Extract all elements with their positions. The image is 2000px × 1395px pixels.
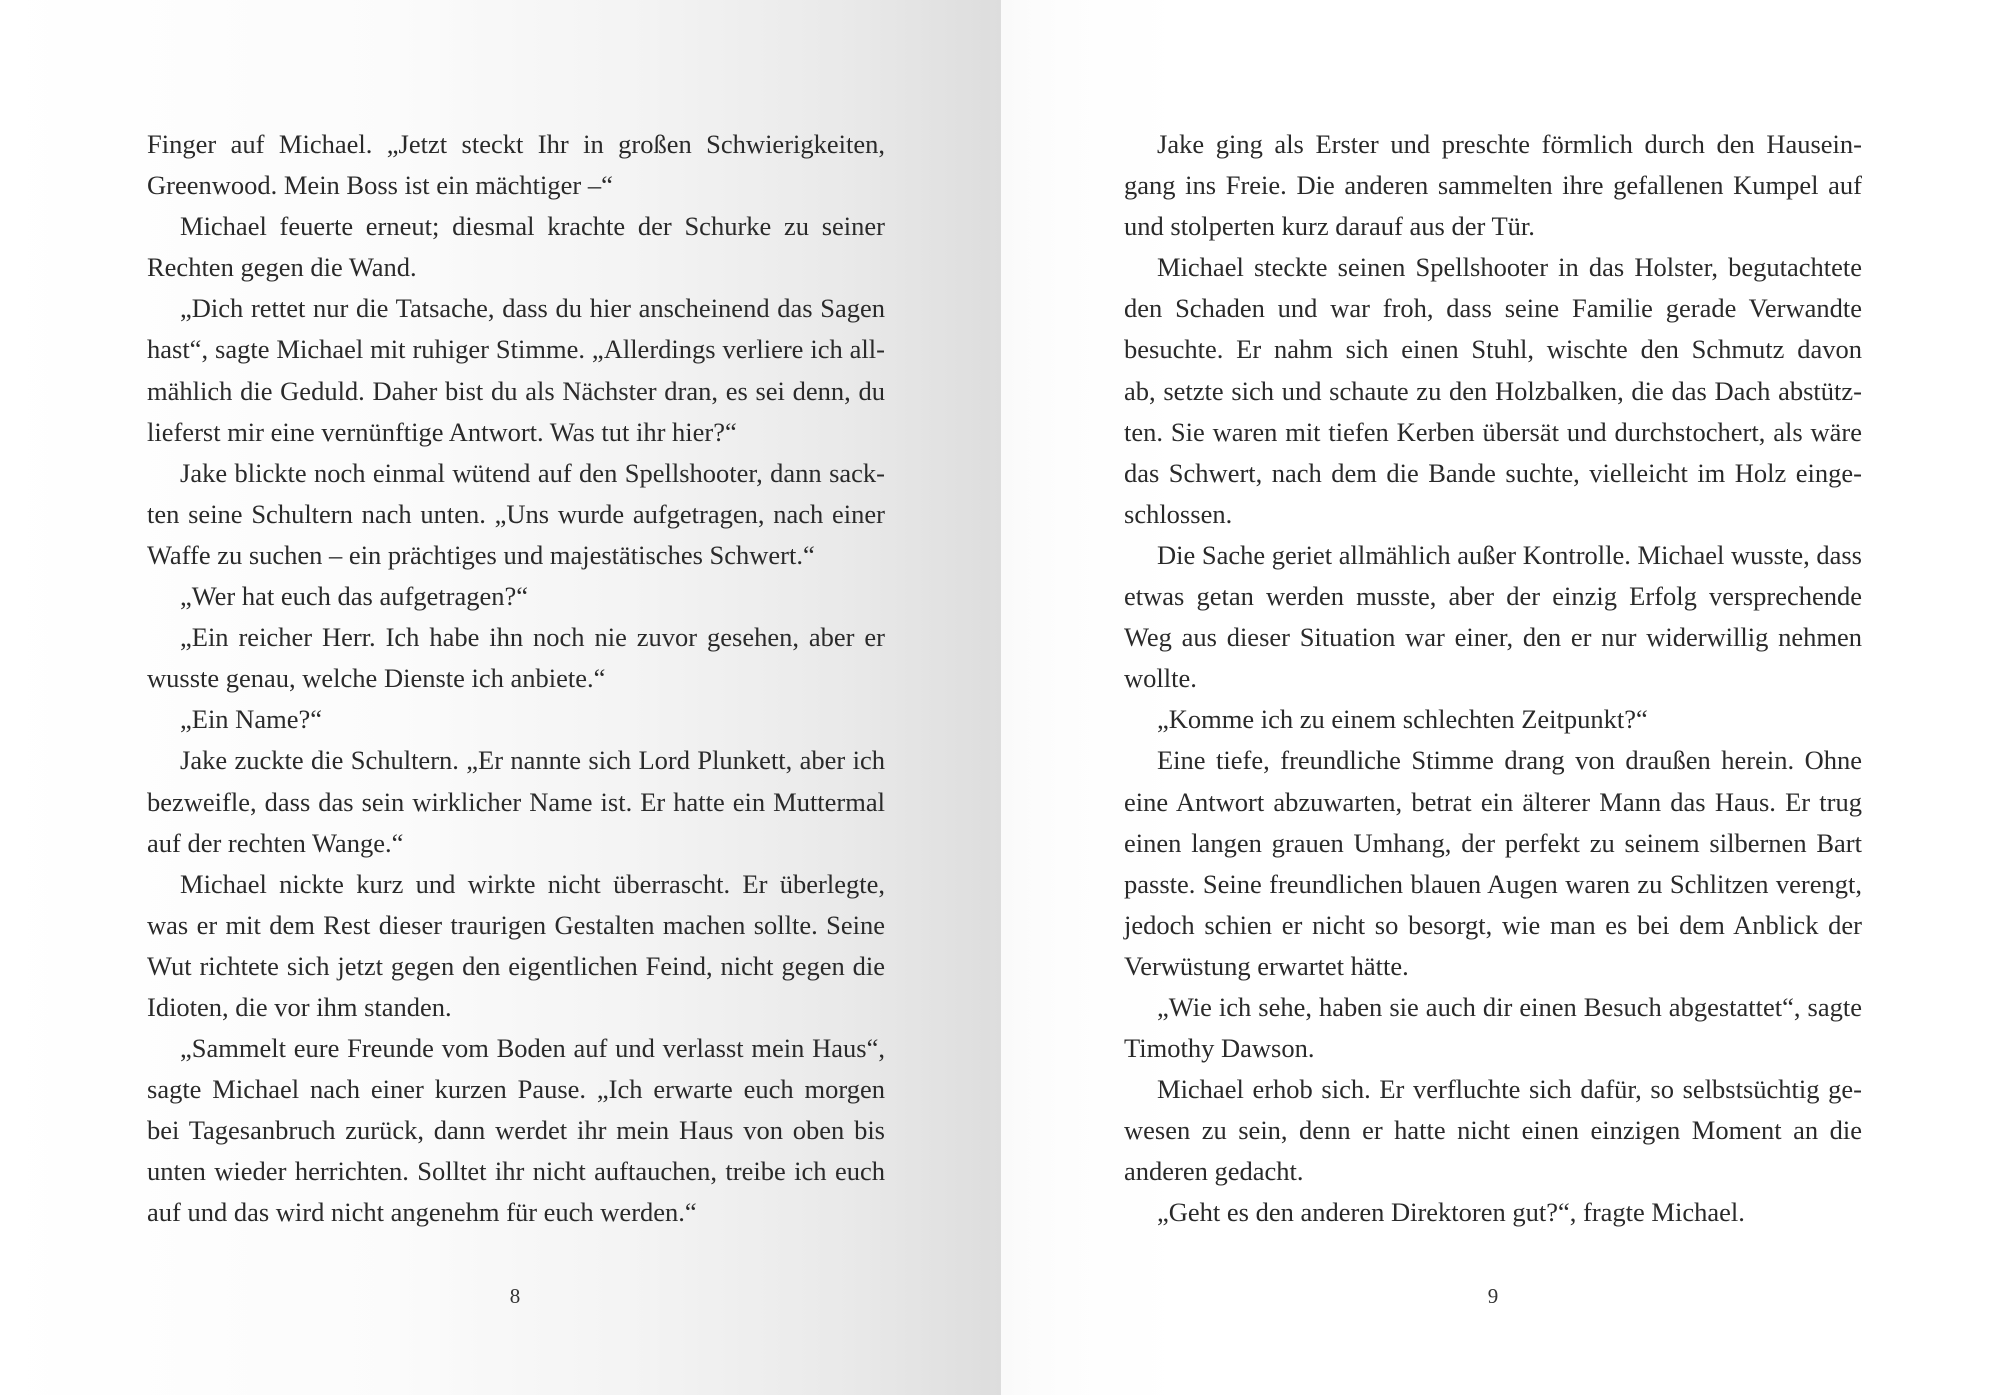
text-line: Waffe zu suchen – ein prächtiges und majestätisches Schwert.“	[147, 539, 815, 570]
text-line: Jake blickte noch einmal wütend auf den Spellshooter, dann sack-	[180, 457, 885, 488]
right-page-number: 9	[1487, 1284, 1499, 1308]
text-line: hast“, sagte Michael mit ruhiger Stimme. „Allerdings verliere ich all-	[147, 334, 885, 365]
text-line: Jake ging als Erster und preschte förmlich durch den Hausein-	[1157, 129, 1862, 159]
text-line: Michael nickte kurz und wirkte nicht überrascht. Er überlegte,	[180, 868, 885, 899]
text-line: Greenwood. Mein Boss ist ein mächtiger –“	[147, 170, 613, 201]
text-line: „Ein reicher Herr. Ich habe ihn noch nie zuvor gesehen, aber er	[180, 622, 885, 653]
text-line: ten seine Schultern nach unten. „Uns wurde aufgetragen, nach einer	[147, 498, 885, 529]
text-line: Eine tiefe, freundliche Stimme drang von draußen herein. Ohne	[1157, 745, 1862, 776]
text-line: Jake zuckte die Schultern. „Er nannte sich Lord Plunkett, aber ich	[180, 745, 885, 776]
text-line: Idioten, die vor ihm standen.	[147, 991, 452, 1022]
text-line: Michael steckte seinen Spellshooter in das Holster, begutachtete	[1157, 252, 1862, 283]
text-line: den Schaden und war froh, dass seine Familie gerade Verwandte	[1124, 293, 1862, 324]
text-line: „Wer hat euch das aufgetragen?“	[180, 581, 529, 612]
text-line: wusste genau, welche Dienste ich anbiete.“	[147, 663, 606, 694]
text-line: „Ein Name?“	[180, 704, 322, 735]
text-line: was er mit dem Rest dieser traurigen Gestalten machen sollte. Seine	[147, 909, 885, 940]
text-line: gang ins Freie. Die anderen sammelten ihre gefallenen Kumpel auf	[1124, 170, 1862, 201]
text-line: wesen zu sein, denn er hatte nicht einen einzigen Moment an die	[1124, 1115, 1862, 1146]
text-line: ten. Sie waren mit tiefen Kerben übersät und durchstochert, als wäre	[1124, 416, 1862, 447]
text-line: sagte Michael nach einer kurzen Pause. „Ich erwarte euch morgen	[147, 1074, 885, 1105]
text-line: wollte.	[1124, 663, 1197, 694]
text-line: einen langen grauen Umhang, der perfekt zu seinem silbernen Bart	[1124, 827, 1862, 858]
text-line: schlossen.	[1124, 498, 1233, 529]
text-line: Michael feuerte erneut; diesmal krachte der Schurke zu seiner	[180, 211, 885, 242]
text-line: Wut richtete sich jetzt gegen den eigentlichen Feind, nicht gegen die	[147, 950, 885, 981]
text-line: bezweifle, dass das sein wirklicher Name ist. Er hatte ein Muttermal	[147, 786, 885, 817]
text-line: Verwüstung erwartet hätte.	[1124, 950, 1409, 981]
text-line: Timothy Dawson.	[1124, 1033, 1315, 1064]
text-line: und stolperten kurz darauf aus der Tür.	[1124, 211, 1535, 242]
text-line: das Schwert, nach dem die Bande suchte, vielleicht im Holz einge-	[1124, 457, 1862, 488]
text-line: Finger auf Michael. „Jetzt steckt Ihr in großen Schwierigkeiten,	[147, 129, 885, 159]
text-line: etwas getan werden musste, aber der einzig Erfolg versprechende	[1124, 581, 1862, 612]
right-page	[1001, 0, 2000, 1395]
text-line: Die Sache geriet allmählich außer Kontrolle. Michael wusste, dass	[1157, 539, 1862, 570]
text-line: „Sammelt eure Freunde vom Boden auf und verlasst mein Haus“,	[180, 1033, 885, 1064]
text-line: Weg aus dieser Situation war einer, den er nur widerwillig nehmen	[1124, 622, 1862, 653]
text-line: bei Tagesanbruch zurück, dann werdet ihr mein Haus von oben bis	[147, 1115, 885, 1146]
text-line: lieferst mir eine vernünftige Antwort. Was tut ihr hier?“	[147, 416, 737, 447]
text-line: Rechten gegen die Wand.	[147, 252, 417, 283]
left-page-text	[147, 124, 885, 1234]
text-line: jedoch schien er nicht so besorgt, wie man es bei dem Anblick der	[1124, 909, 1862, 940]
text-line: „Geht es den anderen Direktoren gut?“, fragte Michael.	[1157, 1197, 1745, 1228]
text-line: „Komme ich zu einem schlechten Zeitpunkt?“	[1157, 704, 1648, 735]
text-line: passte. Seine freundlichen blauen Augen waren zu Schlitzen verengt,	[1124, 868, 1862, 899]
text-line: auf der rechten Wange.“	[147, 827, 404, 858]
text-line: eine Antwort abzuwarten, betrat ein älterer Mann das Haus. Er trug	[1124, 786, 1862, 817]
text-line: anderen gedacht.	[1124, 1156, 1304, 1187]
text-line: unten wieder herrichten. Solltet ihr nicht auftauchen, treibe ich euch	[147, 1156, 885, 1187]
text-line: „Dich rettet nur die Tatsache, dass du hier anscheinend das Sagen	[180, 293, 885, 324]
right-page-text	[1124, 124, 1862, 1234]
text-line: ab, setzte sich und schaute zu den Holzbalken, die das Dach abstütz-	[1124, 375, 1862, 406]
text-line: „Wie ich sehe, haben sie auch dir einen Besuch abgestattet“, sagte	[1157, 991, 1862, 1022]
text-line: besuchte. Er nahm sich einen Stuhl, wischte den Schmutz davon	[1124, 334, 1862, 365]
text-line: auf und das wird nicht angenehm für euch werden.“	[147, 1197, 697, 1228]
text-line: mählich die Geduld. Daher bist du als Nächster dran, es sei denn, du	[147, 375, 885, 406]
left-page-number: 8	[509, 1284, 521, 1308]
text-line: Michael erhob sich. Er verfluchte sich dafür, so selbstsüchtig ge-	[1157, 1074, 1862, 1105]
